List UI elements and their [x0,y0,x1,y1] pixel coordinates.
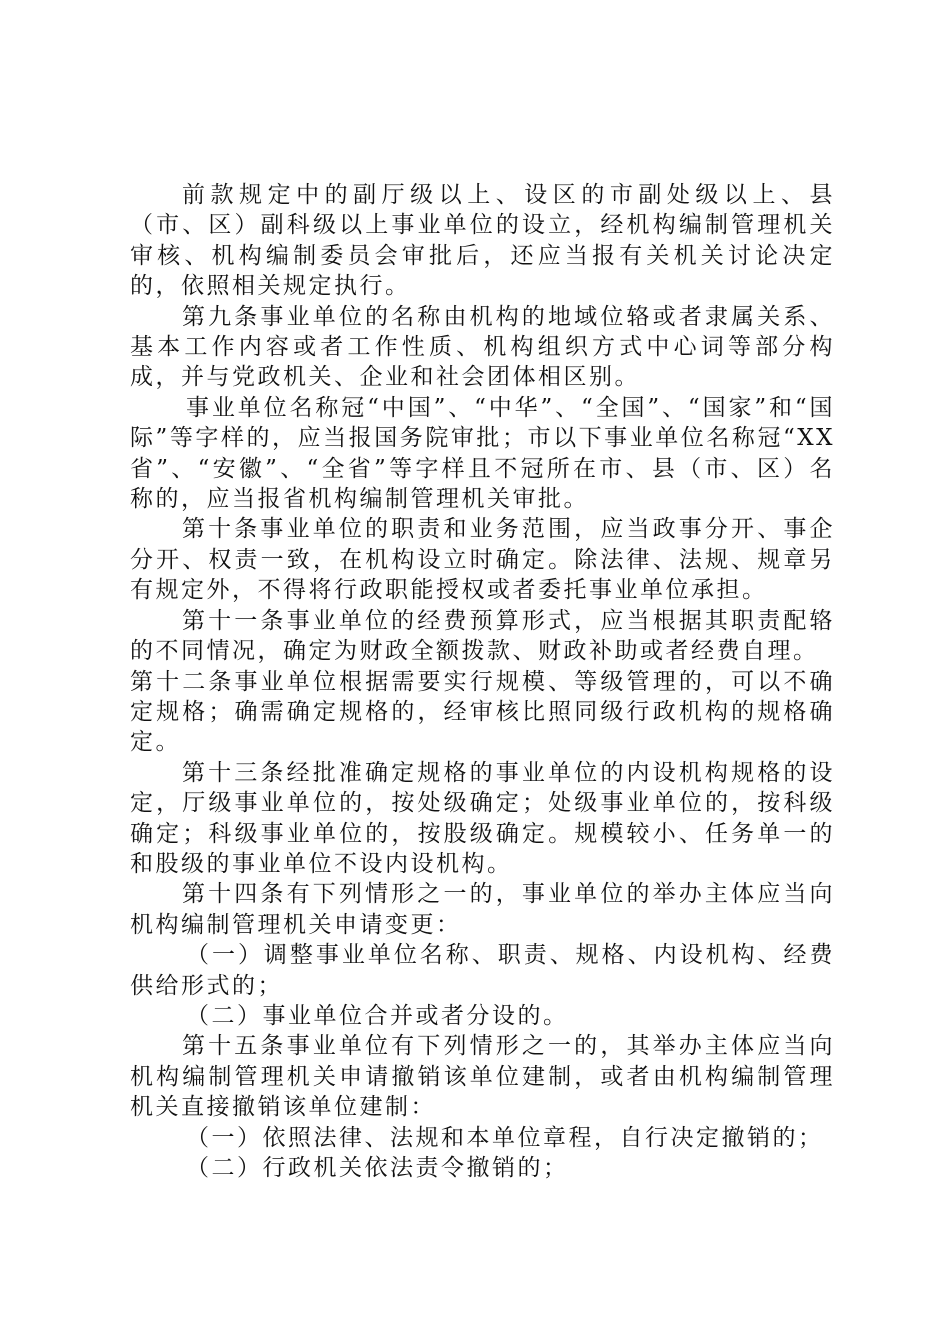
paragraph-article-12: 第十二条事业单位根据需要实行规模、等级管理的，可以不确定规格；确需确定规格的，经审核比照同级行政机构的规格确定。 [130,668,835,756]
list-item-article-14-1: （一）调整事业单位名称、职责、规格、内设机构、经费供给形式的； [130,942,835,999]
paragraph-article-11: 第十一条事业单位的经费预算形式，应当根据其职责配辂的不同情况，确定为财政全额拨款、财政补助或者经费自理。 [130,607,835,665]
paragraph-article-15: 第十五条事业单位有下列情形之一的，其举办主体应当向机构编制管理机关申请撤销该单位建制，或者由机构编制管理机关直接撤销该单位建制： [130,1033,835,1121]
paragraph-article-9-naming: 事业单位名称冠“中国”、“中华”、“全国”、“国家”和“国际”等字样的，应当报国务院审批；市以下事业单位名称冠“XX省”、“安徽”、“全省”等字样且不冠所在市、县（市、区）名称的，应当报省机构编制管理机关审批。 [130,394,835,513]
paragraph-article-9: 第九条事业单位的名称由机构的地域位辂或者隶属关系、基本工作内容或者工作性质、机构组织方式中心词等部分构成，并与党政机关、企业和社会团体相区别。 [130,303,835,391]
list-item-article-14-2: （二）事业单位合并或者分设的。 [186,1002,569,1029]
list-item-article-15-1: （一）依照法律、法规和本单位章程，自行决定撤销的； [186,1124,824,1151]
document-body [130,180,835,1183]
list-item-article-15-2: （二）行政机关依法责令撤销的； [186,1155,569,1181]
paragraph-article-10: 第十条事业单位的职责和业务范围，应当政事分开、事企分开、权责一致，在机构设立时确定。除法律、法规、规章另有规定外，不得将行政职能授权或者委托事业单位承担。 [130,516,835,604]
paragraph-prior-clause: 前款规定中的副厅级以上、设区的市副处级以上、县（市、区）副科级以上事业单位的设立，经机构编制管理机关审核、机构编制委员会审批后，还应当报有关机关讨论决定的，依照相关规定执行。 [130,182,835,300]
paragraph-article-13: 第十三条经批准确定规格的事业单位的内设机构规格的设定，厅级事业单位的，按处级确定；处级事业单位的，按科级确定；科级事业单位的，按股级确定。规模较小、任务单一的和股级的事业单位不设内设机构。 [130,759,835,877]
paragraph-article-14: 第十四条有下列情形之一的，事业单位的举办主体应当向机构编制管理机关申请变更： [130,881,835,938]
